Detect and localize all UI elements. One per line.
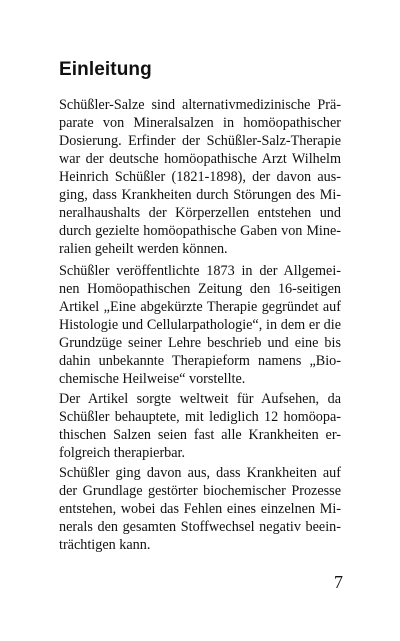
text-line: Heinrich Schüßler (1821-1898), der davon aus- bbox=[59, 169, 341, 185]
text-line: dahin unbekannte Therapieform namens „Bio- bbox=[59, 353, 341, 369]
text-line: Dosierung. Erfinder der Schüßler-Salz-Therapie bbox=[59, 133, 341, 149]
text-line: thischen Salzen seien fast alle Krankheiten er- bbox=[59, 427, 341, 443]
text-line: nerals den gesamten Stoffwechsel negativ beein- bbox=[59, 519, 341, 535]
paragraph-1 bbox=[59, 96, 341, 258]
chapter-heading: Einleitung bbox=[59, 59, 152, 80]
text-line: ralien geheilt werden können. bbox=[59, 241, 228, 257]
text-line: folgreich therapierbar. bbox=[59, 445, 186, 461]
text-line: Der Artikel sorgte weltweit für Aufsehen, da bbox=[59, 391, 341, 407]
paragraph-3 bbox=[59, 390, 341, 462]
text-line: Histologie und Cellularpathologie“, in dem er die bbox=[59, 317, 341, 333]
text-line: entstehen, wobei das Fehlen eines einzelnen Mi- bbox=[59, 501, 341, 517]
text-line: chemische Heilweise“ vorstellte. bbox=[59, 371, 246, 387]
text-line: nen Homöopathischen Zeitung den 16-seitigen bbox=[59, 281, 341, 297]
text-line: Artikel „Eine abgekürzte Therapie gegründet auf bbox=[59, 299, 341, 315]
text-line: neralhaushalts der Körperzellen entstehen und bbox=[59, 205, 341, 221]
text-line: der Grundlage gestörter biochemischer Prozesse bbox=[59, 483, 341, 499]
text-line: Schüßler behauptete, mit lediglich 12 homöopa- bbox=[59, 409, 341, 425]
text-line: Grundzüge seiner Lehre beschrieb und eine bis bbox=[59, 335, 341, 351]
text-line: ging, dass Krankheiten durch Störungen des Mi- bbox=[59, 187, 341, 203]
paragraph-2 bbox=[59, 262, 341, 388]
text-line: parate von Mineralsalzen in homöopathischer bbox=[59, 115, 341, 131]
text-line: durch gezielte homöopathische Gaben von Mine- bbox=[59, 223, 341, 239]
text-line: Schüßler ging davon aus, dass Krankheiten auf bbox=[59, 465, 341, 481]
text-line: war der deutsche homöopathische Arzt Wilhelm bbox=[59, 151, 341, 167]
paragraph-4 bbox=[59, 464, 341, 554]
text-line: Schüßler veröffentlichte 1873 in der Allgemei- bbox=[59, 263, 341, 279]
page-number: 7 bbox=[334, 572, 343, 592]
text-line: trächtigen kann. bbox=[59, 537, 151, 553]
text-line: Schüßler-Salze sind alternativmedizinische Prä- bbox=[59, 97, 341, 113]
